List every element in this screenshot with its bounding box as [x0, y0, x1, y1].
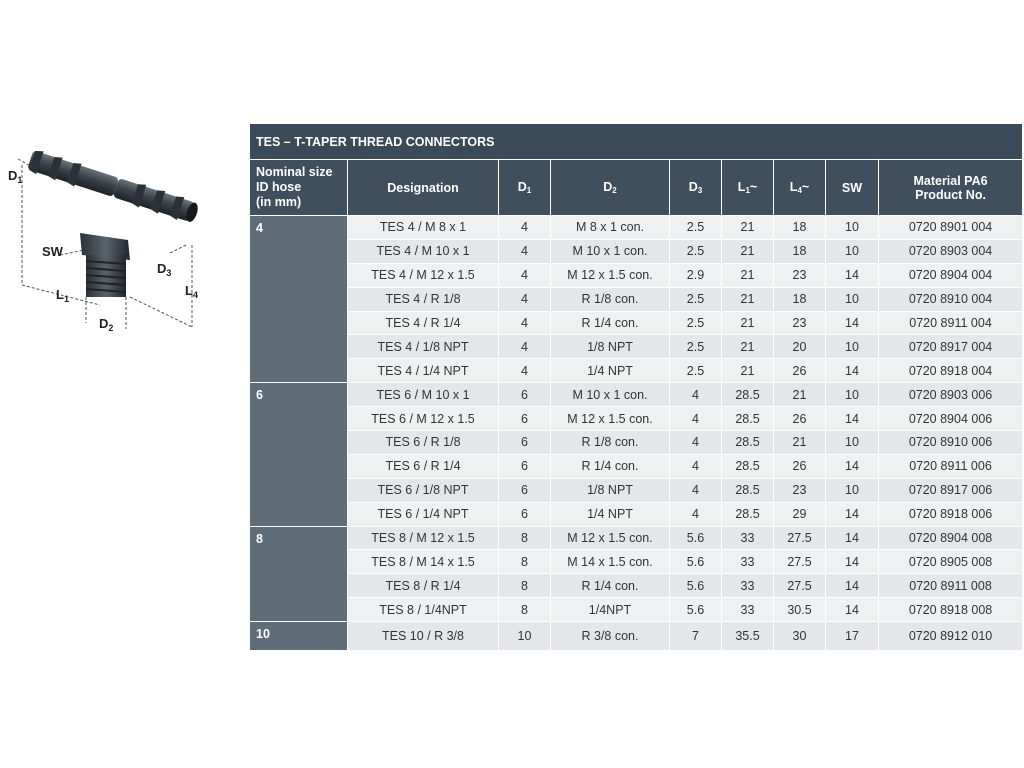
cell-designation: TES 4 / M 12 x 1.5 — [348, 263, 499, 287]
cell-d1: 6 — [499, 502, 551, 526]
cell-d2: M 12 x 1.5 con. — [551, 407, 670, 431]
product-figure — [0, 145, 210, 345]
t-connector-drawing — [0, 145, 210, 345]
cell-d2: 1/8 NPT — [551, 335, 670, 359]
cell-d2: M 12 x 1.5 con. — [551, 263, 670, 287]
cell-designation: TES 4 / R 1/4 — [348, 311, 499, 335]
cell-d3: 2.5 — [670, 287, 722, 311]
cell-d1: 10 — [499, 622, 551, 651]
cell-d3: 2.5 — [670, 335, 722, 359]
cell-d2: M 10 x 1 con. — [551, 239, 670, 263]
cell-d2: R 1/4 con. — [551, 454, 670, 478]
cell-designation: TES 10 / R 3/8 — [348, 622, 499, 651]
cell-designation: TES 6 / 1/8 NPT — [348, 478, 499, 502]
cell-l1: 33 — [722, 598, 774, 622]
cell-product-no: 0720 8912 010 — [879, 622, 1023, 651]
table-row — [250, 622, 1023, 651]
table-body — [250, 216, 1023, 651]
cell-product-no: 0720 8904 006 — [879, 407, 1023, 431]
cell-product-no: 0720 8917 006 — [879, 478, 1023, 502]
cell-d3: 7 — [670, 622, 722, 651]
cell-d1: 8 — [499, 526, 551, 550]
cell-d1: 6 — [499, 431, 551, 455]
cell-sw: 14 — [826, 598, 879, 622]
cell-designation: TES 4 / M 8 x 1 — [348, 216, 499, 240]
table-row — [250, 454, 1023, 478]
label-l1: $L_1$ — [56, 287, 69, 304]
table-row — [250, 239, 1023, 263]
label-d3: $D_3$ — [157, 261, 172, 278]
cell-d3: 4 — [670, 383, 722, 407]
cell-sw: 17 — [826, 622, 879, 651]
cell-l1: 21 — [722, 335, 774, 359]
table-row — [250, 431, 1023, 455]
cell-d2: M 10 x 1 con. — [551, 383, 670, 407]
table-row — [250, 359, 1023, 383]
header-material: Material PA6 Product No. — [879, 160, 1023, 216]
table-row — [250, 263, 1023, 287]
cell-sw: 10 — [826, 431, 879, 455]
cell-sw: 14 — [826, 359, 879, 383]
cell-designation: TES 8 / M 12 x 1.5 — [348, 526, 499, 550]
cell-d1: 6 — [499, 478, 551, 502]
table-row — [250, 287, 1023, 311]
cell-l1: 21 — [722, 239, 774, 263]
cell-designation: TES 8 / R 1/4 — [348, 574, 499, 598]
cell-l1: 28.5 — [722, 431, 774, 455]
cell-d2: 1/4 NPT — [551, 502, 670, 526]
cell-product-no: 0720 8903 004 — [879, 239, 1023, 263]
cell-l4: 21 — [774, 383, 826, 407]
cell-d1: 4 — [499, 335, 551, 359]
cell-l4: 29 — [774, 502, 826, 526]
cell-l1: 21 — [722, 311, 774, 335]
cell-product-no: 0720 8918 004 — [879, 359, 1023, 383]
cell-l4: 23 — [774, 311, 826, 335]
table-row — [250, 574, 1023, 598]
cell-d1: 4 — [499, 239, 551, 263]
cell-sw: 14 — [826, 502, 879, 526]
cell-l4: 21 — [774, 431, 826, 455]
cell-d2: 1/4 NPT — [551, 359, 670, 383]
cell-d2: M 14 x 1.5 con. — [551, 550, 670, 574]
cell-l1: 28.5 — [722, 407, 774, 431]
cell-d2: M 8 x 1 con. — [551, 216, 670, 240]
cell-d3: 5.6 — [670, 598, 722, 622]
cell-d3: 2.5 — [670, 216, 722, 240]
table-title: TES – T-TAPER THREAD CONNECTORS — [250, 124, 1023, 160]
cell-l1: 33 — [722, 574, 774, 598]
nominal-size-cell: 8 — [250, 526, 348, 622]
cell-d1: 8 — [499, 598, 551, 622]
spec-table — [249, 123, 1023, 651]
cell-l4: 27.5 — [774, 526, 826, 550]
cell-l4: 23 — [774, 478, 826, 502]
cell-l1: 33 — [722, 526, 774, 550]
table-row — [250, 502, 1023, 526]
cell-designation: TES 6 / R 1/4 — [348, 454, 499, 478]
cell-l4: 20 — [774, 335, 826, 359]
cell-sw: 10 — [826, 383, 879, 407]
cell-d3: 2.9 — [670, 263, 722, 287]
cell-d2: R 1/8 con. — [551, 431, 670, 455]
cell-d1: 8 — [499, 574, 551, 598]
cell-d2: M 12 x 1.5 con. — [551, 526, 670, 550]
cell-designation: TES 6 / 1/4 NPT — [348, 502, 499, 526]
cell-sw: 14 — [826, 311, 879, 335]
cell-product-no: 0720 8903 006 — [879, 383, 1023, 407]
cell-d3: 2.5 — [670, 239, 722, 263]
cell-sw: 14 — [826, 454, 879, 478]
cell-l1: 21 — [722, 359, 774, 383]
cell-d1: 4 — [499, 359, 551, 383]
cell-designation: TES 6 / M 10 x 1 — [348, 383, 499, 407]
cell-sw: 10 — [826, 478, 879, 502]
cell-l1: 21 — [722, 287, 774, 311]
cell-d2: R 1/8 con. — [551, 287, 670, 311]
table-row — [250, 526, 1023, 550]
nominal-size-cell: 10 — [250, 622, 348, 651]
cell-d2: R 1/4 con. — [551, 574, 670, 598]
cell-d3: 4 — [670, 454, 722, 478]
cell-d3: 4 — [670, 407, 722, 431]
cell-designation: TES 4 / M 10 x 1 — [348, 239, 499, 263]
label-d2: $D_2$ — [99, 316, 114, 333]
cell-l1: 21 — [722, 216, 774, 240]
cell-product-no: 0720 8911 006 — [879, 454, 1023, 478]
header-l4: $L_4\sim$ — [774, 160, 826, 216]
cell-sw: 10 — [826, 335, 879, 359]
header-l1: $L_1\sim$ — [722, 160, 774, 216]
label-l4: $L_4$ — [185, 283, 198, 300]
cell-product-no: 0720 8904 004 — [879, 263, 1023, 287]
cell-d3: 4 — [670, 478, 722, 502]
cell-d2: R 3/8 con. — [551, 622, 670, 651]
header-d1: $D_1$ — [499, 160, 551, 216]
cell-designation: TES 4 / 1/8 NPT — [348, 335, 499, 359]
cell-product-no: 0720 8901 004 — [879, 216, 1023, 240]
table-row — [250, 311, 1023, 335]
cell-product-no: 0720 8910 004 — [879, 287, 1023, 311]
cell-designation: TES 4 / 1/4 NPT — [348, 359, 499, 383]
cell-l1: 33 — [722, 550, 774, 574]
cell-d3: 5.6 — [670, 526, 722, 550]
cell-l4: 26 — [774, 359, 826, 383]
header-d2: $D_2$ — [551, 160, 670, 216]
cell-d2: 1/8 NPT — [551, 478, 670, 502]
cell-sw: 10 — [826, 239, 879, 263]
cell-designation: TES 8 / 1/4NPT — [348, 598, 499, 622]
header-nominal-size: Nominal size ID hose (in mm) — [250, 160, 348, 216]
cell-designation: TES 6 / M 12 x 1.5 — [348, 407, 499, 431]
table-row — [250, 335, 1023, 359]
cell-sw: 10 — [826, 216, 879, 240]
cell-d3: 4 — [670, 502, 722, 526]
cell-d1: 4 — [499, 287, 551, 311]
cell-product-no: 0720 8910 006 — [879, 431, 1023, 455]
cell-d3: 5.6 — [670, 550, 722, 574]
table-row — [250, 598, 1023, 622]
cell-d1: 4 — [499, 311, 551, 335]
cell-l4: 30 — [774, 622, 826, 651]
cell-d2: R 1/4 con. — [551, 311, 670, 335]
cell-l4: 27.5 — [774, 574, 826, 598]
label-sw: SW — [42, 244, 63, 259]
cell-l4: 23 — [774, 263, 826, 287]
cell-product-no: 0720 8918 008 — [879, 598, 1023, 622]
cell-d1: 6 — [499, 383, 551, 407]
cell-product-no: 0720 8904 008 — [879, 526, 1023, 550]
nominal-size-cell: 6 — [250, 383, 348, 526]
table-row — [250, 550, 1023, 574]
cell-l4: 18 — [774, 216, 826, 240]
cell-d3: 5.6 — [670, 574, 722, 598]
cell-l1: 28.5 — [722, 502, 774, 526]
cell-d2: 1/4NPT — [551, 598, 670, 622]
table-row — [250, 407, 1023, 431]
cell-l4: 27.5 — [774, 550, 826, 574]
cell-d3: 2.5 — [670, 311, 722, 335]
header-designation: Designation — [348, 160, 499, 216]
cell-product-no: 0720 8917 004 — [879, 335, 1023, 359]
cell-product-no: 0720 8911 008 — [879, 574, 1023, 598]
label-d1: $D_1$ — [8, 168, 23, 185]
connector-table — [249, 123, 1022, 651]
table-row — [250, 216, 1023, 240]
cell-l1: 21 — [722, 263, 774, 287]
nominal-size-cell: 4 — [250, 216, 348, 383]
cell-d1: 8 — [499, 550, 551, 574]
header-d3: $D_3$ — [670, 160, 722, 216]
table-row — [250, 478, 1023, 502]
cell-d1: 6 — [499, 407, 551, 431]
cell-l4: 26 — [774, 454, 826, 478]
cell-l4: 18 — [774, 239, 826, 263]
cell-product-no: 0720 8911 004 — [879, 311, 1023, 335]
cell-product-no: 0720 8918 006 — [879, 502, 1023, 526]
cell-d1: 4 — [499, 263, 551, 287]
cell-product-no: 0720 8905 008 — [879, 550, 1023, 574]
cell-designation: TES 8 / M 14 x 1.5 — [348, 550, 499, 574]
cell-l1: 35.5 — [722, 622, 774, 651]
cell-d1: 6 — [499, 454, 551, 478]
cell-l4: 18 — [774, 287, 826, 311]
cell-l1: 28.5 — [722, 478, 774, 502]
cell-d3: 2.5 — [670, 359, 722, 383]
cell-designation: TES 4 / R 1/8 — [348, 287, 499, 311]
header-sw: SW — [826, 160, 879, 216]
cell-sw: 14 — [826, 526, 879, 550]
cell-d1: 4 — [499, 216, 551, 240]
cell-sw: 14 — [826, 263, 879, 287]
cell-sw: 14 — [826, 574, 879, 598]
cell-sw: 14 — [826, 550, 879, 574]
cell-l1: 28.5 — [722, 383, 774, 407]
cell-sw: 14 — [826, 407, 879, 431]
cell-l4: 26 — [774, 407, 826, 431]
cell-l1: 28.5 — [722, 454, 774, 478]
cell-l4: 30.5 — [774, 598, 826, 622]
table-row — [250, 383, 1023, 407]
cell-sw: 10 — [826, 287, 879, 311]
cell-designation: TES 6 / R 1/8 — [348, 431, 499, 455]
cell-d3: 4 — [670, 431, 722, 455]
